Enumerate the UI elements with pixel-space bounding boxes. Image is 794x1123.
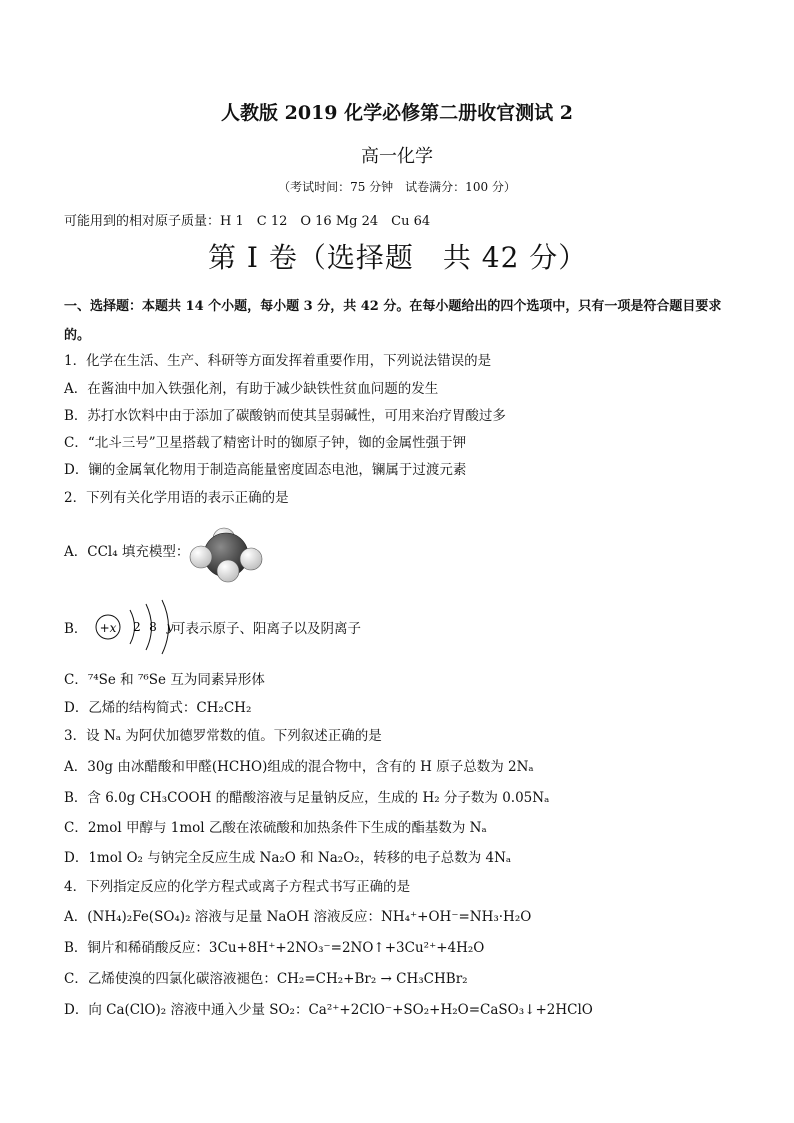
q2-option-c: C．⁷⁴Se 和 ⁷⁶Se 互为同素异形体 [64,672,265,688]
q2-option-b-label: B． [64,621,88,637]
exam-title: 人教版 2019 化学必修第二册收官测试 2 [221,102,573,124]
q2-stem: 2．下列有关化学用语的表示正确的是 [64,490,289,506]
nucleus-charge: +x [99,621,117,635]
q4-option-d: D．向 Ca(ClO)₂ 溶液中通入少量 SO₂：Ca²⁺+2ClO⁻+SO₂+H₂O=CaSO₃↓+2HClO [64,1002,593,1018]
q1-stem: 1．化学在生活、生产、科研等方面发挥着重要作用，下列说法错误的是 [64,353,492,369]
q1-option-a: A．在酱油中加入铁强化剂，有助于减少缺铁性贫血问题的发生 [64,381,439,397]
q1-option-c: C．“北斗三号”卫星搭载了精密计时的铷原子钟，铷的金属性强于钾 [64,435,467,451]
q1-option-d: D．镧的金属氧化物用于制造高能量密度固态电池，镧属于过渡元素 [64,462,467,478]
q2-option-b-text: 可表示原子、阳离子以及阴离子 [172,621,361,637]
q1-option-b: B．苏打水饮料中由于添加了碳酸钠而使其呈弱碱性，可用来治疗胃酸过多 [64,408,506,424]
shell-3-electrons: y [166,620,174,634]
q4-option-c: C．乙烯使溴的四氯化碳溶液褪色：CH₂=CH₂+Br₂ → CH₃CHBr₂ [64,971,468,987]
q3-option-a: A．30g 由冰醋酸和甲醛(HCHO)组成的混合物中，含有的 H 原子总数为 2Nₐ [64,759,534,775]
q3-option-c: C．2mol 甲醇与 1mol 乙酸在浓硫酸和加热条件下生成的酯基数为 Nₐ [64,820,487,836]
shell-2-electrons: 8 [149,620,157,634]
q2-option-d: D．乙烯的结构简式：CH₂CH₂ [64,700,252,716]
q4-option-a: A．(NH₄)₂Fe(SO₄)₂ 溶液与足量 NaOH 溶液反应：NH₄⁺+OH⁻=NH₃·H₂O [64,909,532,925]
q4-option-b: B．铜片和稀硝酸反应：3Cu+8H⁺+2NO₃⁻=2NO↑+3Cu²⁺+4H₂O [64,940,485,956]
shell-1-electrons: 2 [133,620,141,634]
q3-stem: 3．设 Nₐ 为阿伏加德罗常数的值。下列叙述正确的是 [64,728,382,744]
exam-info: （考试时间：75 分钟 试卷满分：100 分） [278,180,516,194]
q2-option-a: A．CCl₄ 填充模型： [64,544,190,560]
exam-subtitle: 高一化学 [361,146,433,167]
ccl4-space-filling-model [186,527,266,583]
section-instructions: 一、选择题：本题共 14 个小题，每小题 3 分，共 42 分。在每小题给出的四个选项中，只有一项是符合题目要求的。 [64,299,722,343]
atomic-masses: 可能用到的相对原子质量：H 1 C 12 O 16 Mg 24 Cu 64 [64,214,431,229]
q3-option-b: B．含 6.0g CH₃COOH 的醋酸溶液与足量钠反应，生成的 H₂ 分子数为 0.05Nₐ [64,790,550,806]
volume-heading: 第 I 卷（选择题 共 42 分） [208,241,588,274]
q3-option-d: D．1mol O₂ 与钠完全反应生成 Na₂O 和 Na₂O₂，转移的电子总数为 4Nₐ [64,850,512,866]
q4-stem: 4．下列指定反应的化学方程式或离子方程式书写正确的是 [64,879,411,895]
